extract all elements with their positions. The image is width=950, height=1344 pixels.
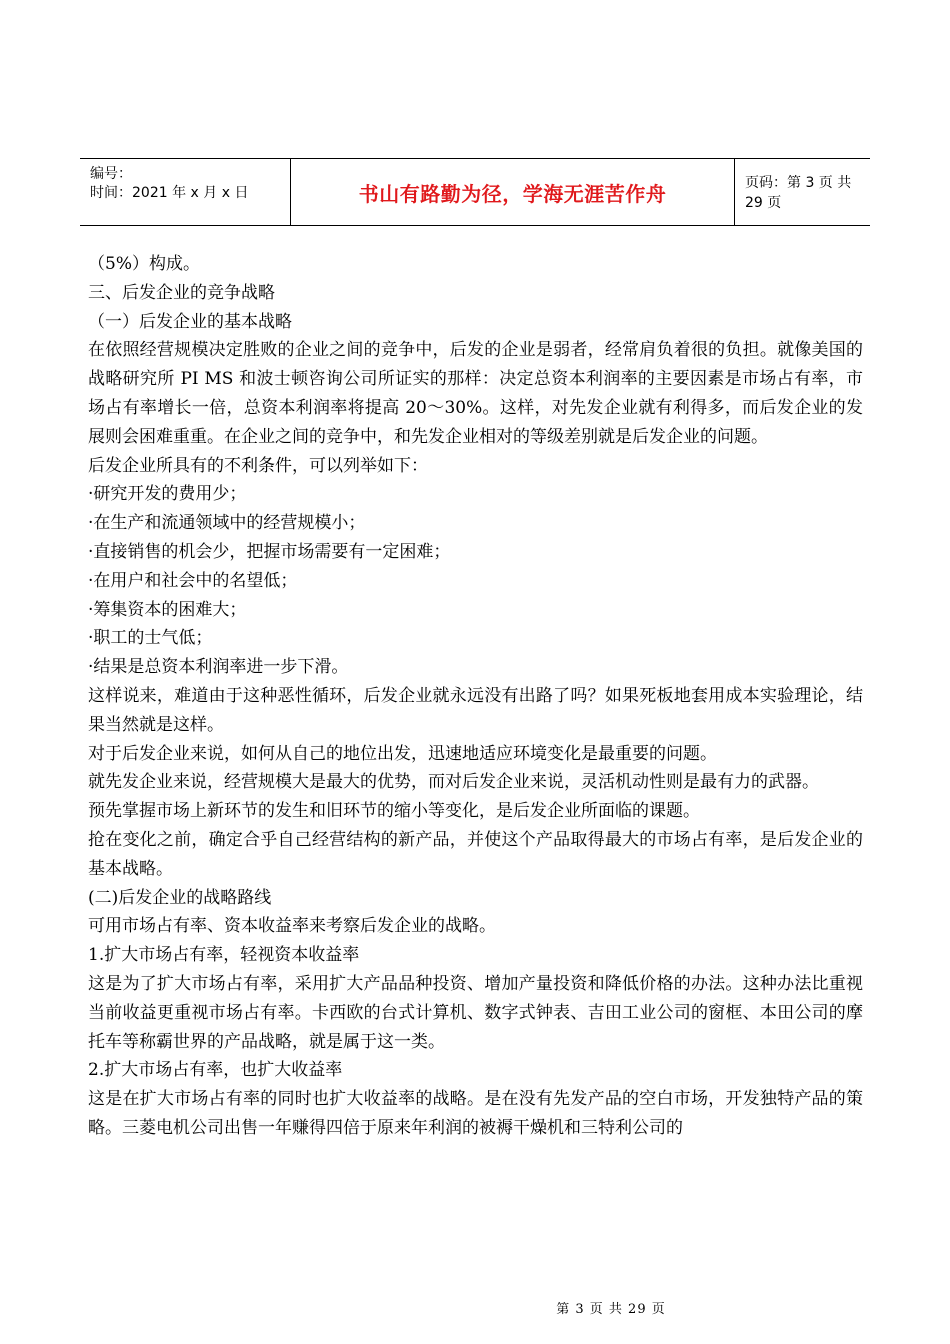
document-header xyxy=(80,158,870,226)
header-page-code: 页码：第 3 页 共 29 页 xyxy=(745,175,852,211)
paragraph: 预先掌握市场上新环节的发生和旧环节的缩小等变化，是后发企业所面临的课题。 xyxy=(88,801,700,822)
page-footer xyxy=(0,1298,950,1317)
paragraph: 后发企业所具有的不利条件，可以列举如下： xyxy=(88,455,428,476)
footer-page-number: 第 3 页 共 29 页 xyxy=(556,1302,666,1317)
section-heading: 三、后发企业的竞争战略 xyxy=(88,282,275,303)
list-item: ·在生产和流通领域中的经营规模小； xyxy=(88,513,366,534)
number-label: 编号： xyxy=(90,166,132,182)
paragraph: 这是为了扩大市场占有率，采用扩大产品品种投资、增加产量投资和降低价格的办法。这种办法比重视当前收益更重视市场占有率。卡西欧的台式计算机、数字式钟表、吉田工业公司的窗框、本田公司的摩托车等称霸世界的产品战略，就是属于这一类。 xyxy=(88,973,863,1052)
paragraph: 抢在变化之前，确定合乎自己经营结构的新产品，并使这个产品取得最大的市场占有率，是后发企业的基本战略。 xyxy=(88,829,863,879)
numbered-heading: 2.扩大市场占有率，也扩大收益率 xyxy=(88,1060,343,1081)
list-item: ·直接销售的机会少，把握市场需要有一定困难； xyxy=(88,541,451,562)
numbered-heading: 1.扩大市场占有率，轻视资本收益率 xyxy=(88,945,360,966)
time-label: 时间：2021 年 x 月 x 日 xyxy=(90,185,249,201)
paragraph: （5%）构成。 xyxy=(88,254,200,274)
list-item: ·研究开发的费用少； xyxy=(88,484,247,505)
header-motto: 书山有路勤为径，学海无涯苦作舟 xyxy=(290,159,735,225)
paragraph: 这是在扩大市场占有率的同时也扩大收益率的战略。是在没有先发产品的空白市场，开发独特产品的策略。三菱电机公司出售一年赚得四倍于原来年利润的被褥干燥机和三特利公司的 xyxy=(88,1089,863,1138)
paragraph: 对于后发企业来说，如何从自己的地位出发，迅速地适应环境变化是最重要的问题。 xyxy=(88,743,717,764)
paragraph: 在依照经营规模决定胜败的企业之间的竞争中，后发的企业是弱者，经常肩负着很的负担。就像美国的战略研究所 PI MS 和波士顿咨询公司所证实的那样：决定总资本利润率的主要因素是市场占有率，市场占有率增长一倍，总资本利润率将提高 20～30%。这样，对先发企业就有利得多，而后发企业的发展则会困难重重。在企业之间的竞争中，和先发企业相对的等级差别就是后发企业的问题。 xyxy=(88,340,863,447)
subsection-heading: （一）后发企业的基本战略 xyxy=(88,311,292,332)
list-item: ·筹集资本的困难大； xyxy=(88,599,247,620)
document-body xyxy=(88,250,863,1143)
list-item: ·结果是总资本利润率进一步下滑。 xyxy=(88,657,349,678)
list-item: ·在用户和社会中的名望低； xyxy=(88,570,298,591)
paragraph: 就先发企业来说，经营规模大是最大的优势，而对后发企业来说，灵活机动性则是最有力的武器。 xyxy=(88,772,819,793)
paragraph: 这样说来，难道由于这种恶性循环，后发企业就永远没有出路了吗？如果死板地套用成本实验理论，结果当然就是这样。 xyxy=(88,685,863,735)
paragraph: 可用市场占有率、资本收益率来考察后发企业的战略。 xyxy=(88,916,496,937)
list-item: ·职工的士气低； xyxy=(88,628,213,649)
header-meta xyxy=(80,159,290,225)
subsection-heading: (二)后发企业的战略路线 xyxy=(88,887,272,908)
